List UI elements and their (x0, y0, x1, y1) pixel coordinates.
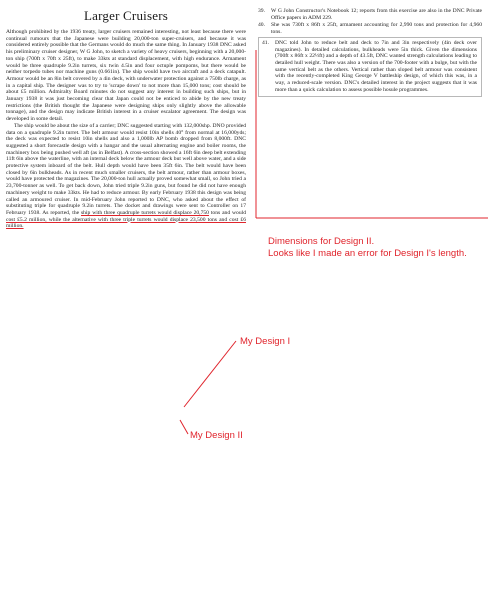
footnote-41-box (258, 37, 482, 98)
design-2-pointer (180, 420, 188, 434)
footnote-40 (258, 22, 482, 35)
footnote-text: DNC told John to reduce belt and deck to 7in and 3in respectively (4in deck over magazines). In detailed calculations, bulkheads were 5in thick. Given the dimensions (700ft x 86ft x 22½ft) and a depth of 43.5ft, DNC wanted strength calculations leading to detailed hull weight. There was also a version of the 700-footer with a bulge, but with the same vertical belt as the others. Vertical rather than sloped belt armour was consistent with the recently-completed King George V battleship design, of which this was, in a way, a reduced-scale version. DNC's detailed interest in the project suggests that it was more than a quick calculation to assess possible hosule programmes. (275, 39, 477, 93)
highlight-lead: As reported, the (42, 209, 80, 216)
footnote-number: 41. (262, 39, 269, 46)
annotation-design-2: My Design II (190, 430, 243, 441)
design-1-highlight: ship with three quadruple turrets would displace 20,750 (81, 209, 209, 216)
left-column (6, 8, 246, 230)
highlight-tail: tons and would (210, 209, 247, 216)
design-2-highlight: cost £5.2 million, while the alternative with three triple turrets would displace 23,500 tons and cost £6 million. (6, 216, 246, 230)
page-title: Larger Cruisers (84, 8, 168, 23)
footnotes-column (258, 8, 482, 97)
footnote-39 (258, 8, 482, 21)
annotation-error: Looks like I made an error for Design I's length. (268, 248, 467, 259)
design-1-pointer (184, 341, 236, 407)
footnote-text: W G John Constructor's Notebook 12; reports from this exercise are also in the DNC Private Office papers in ADM 229. (271, 8, 482, 21)
footnote-number: 40. (258, 22, 265, 29)
paragraph-2-text: The ship would be about the size of a carrier; DNC suggested starting with 132,000shp. DNO provided data on a quadruple 9.2in turret. The belt armour would resist 10in shells 40° from normal at 16,000yds; the deck was expected to resist 10in shells and also a 1,000lb AP bomb dropped from 8,000ft. DNC suggested a short forecastle design with a hangar and the usual alternating engine and boiler rooms, the machinery box being pushed well aft (as in Belfast). A cross-section showed a 16ft 6in deep belt extending 11ft 6in above the waterline, with an internal deck below the armour deck but well above water, and a side protective system inboard of the belt. Hull depth would have been 35ft 6in. The belt would have been closed by 6in bulkheads. As in recent much smaller cruisers, the belt armour, rather than armour boxes, would have protected the magazines. The 20,000-ton hull actually proved somewhat small, so John tried a 23,700-tonner as well. To get back down, John tried triple 9.2in guns, but found he did not have enough machinery weight to make 33kts. He had to reduce armour. By early February 1938 this design was being called an armoured cruiser. In mid-February John reported to DNC, who asked about the effect of substituting triple for quadruple 9.2in turrets. The docket and drawings were sent to Controller on 17 February 1938. (6, 122, 246, 216)
paragraph-2 (6, 123, 246, 230)
annotation-design-1: My Design I (240, 336, 291, 347)
footnote-41 (262, 40, 477, 94)
annotation-dimensions: Dimensions for Design II. (268, 236, 375, 247)
paragraph-1: Although prohibited by the 1936 treaty, larger cruisers remained interesting, not least because there were continual rumours that the Japanese were building 20,000-ton super-cruisers, and because it was considered entirely possible that the Germans would do much the same thing. In January 1938 DNC asked his preliminary cruiser designer, W G John, to sketch a variety of heavy cruisers, beginning with a 20,000-ton ship (700ft x 70ft x 25ft), to make 33kts at standard displacement, with high endurance. Armament would be three quadruple 9.2in turrets, six twin 4.5in and four octuple pompoms, but there would be neither torpedo tubes nor machine guns (0.661in). The ship would have two aircraft and a deck catapult. Armour would be an 8in belt covered by a 4in deck, with underwater protection against a 750lb charge, as in a capital ship. The designer was to try to 'scrape down' to not more than 15,000 tons; cost should be about £5 million. Admiralty Board minutes do not suggest any interest in building such ships, but in January 1938 it was just becoming clear that Japan could not be enticed to abide by the new treaty restrictions (the British thought the Japanese were designing ships only slightly above the allowable tonnage), and the design may indicate British interest in a cruiser escalator agreement. The design was developed in some detail. (6, 29, 246, 123)
footnote-text: She was 730ft x 86ft x 25ft, armament accounting for 2,990 tons and protection for 4,960 tons. (271, 22, 482, 36)
footnote-number: 39. (258, 8, 265, 14)
